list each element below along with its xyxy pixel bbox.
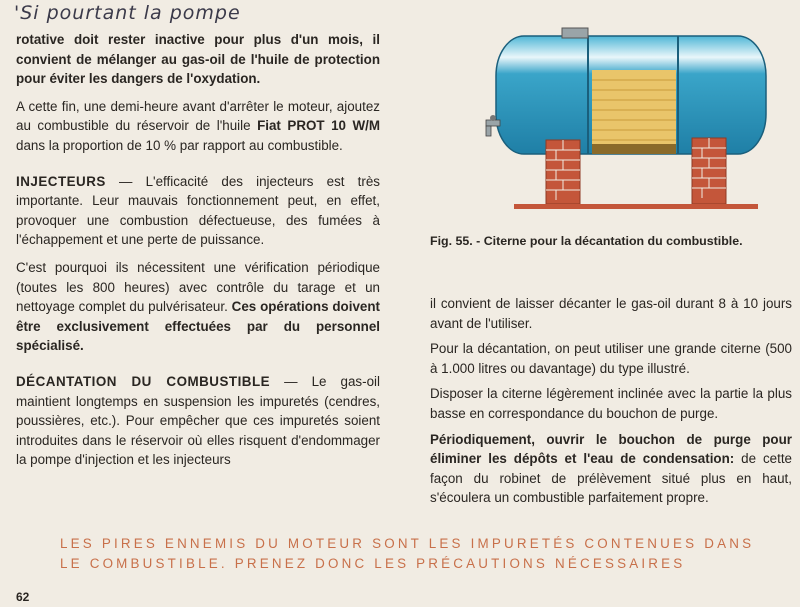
warning-banner — [60, 534, 760, 574]
injecteurs-paragraph: INJECTEURS — L'efficacité des injecteurs est très importante. Leur mauvais fonctionnement peut, en effet, provoquer une combustion défectueuse, des fumées à l'échappement et une perte de puissance. — [16, 173, 380, 248]
sediment-layer — [592, 144, 676, 154]
intro-paragraph: rotative doit rester inactive pour plus d'un mois, il convient de mélanger au gas-oil de l'huile de protection pour éviter les dangers de l'oxydation. — [16, 32, 380, 87]
incline-paragraph: Disposer la citerne légèrement inclinée avec la partie la plus basse en correspondance du bouchon de purge. — [430, 386, 792, 421]
filler-cap — [562, 28, 588, 38]
citerne-paragraph: Pour la décantation, on peut utiliser une grande citerne (500 à 1.000 litres ou davantage) du type illustré. — [430, 341, 792, 376]
ground — [514, 204, 758, 209]
banner-line-2: LE COMBUSTIBLE. PRENEZ DONC LES PRÉCAUTIONS NÉCESSAIRES — [60, 556, 686, 571]
banner-line-1: LES PIRES ENNEMIS DU MOTEUR SONT LES IMPURETÉS CONTENUES DANS — [60, 536, 755, 551]
handwritten-note: 'Si pourtant la pompe — [14, 2, 241, 24]
decanter-paragraph: il convient de laisser décanter le gas-oil durant 8 à 10 jours avant de l'utiliser. — [430, 296, 792, 331]
fiat-paragraph: A cette fin, une demi-heure avant d'arrêter le moteur, ajoutez au combustible du réservoir de l'huile Fiat PROT 10 W/M dans la proportion de 10 % par rapport au combustible. — [16, 98, 380, 153]
decantation-paragraph: DÉCANTATION DU COMBUSTIBLE — Le gas-oil maintient longtemps en suspension les impuretés (cendres, poussières, etc.). Pour empêcher que ces impuretés soient introduites dans le réservoir où elles risquent d'endommager la pompe d'injection et les injecteurs — [16, 373, 380, 468]
figure-caption: Fig. 55. - Citerne pour la décantation du combustible. — [430, 234, 743, 248]
purge-paragraph: Périodiquement, ouvrir le bouchon de purge pour éliminer les dépôts et l'eau de condensation: de cette façon du robinet de prélèvement situé plus en haut, s'écoulera un combustible parfaitement propre. — [430, 431, 792, 506]
page-number: 62 — [16, 590, 30, 604]
tank-illustration — [478, 22, 778, 214]
brick-support-right — [692, 138, 726, 204]
right-column — [430, 294, 792, 514]
left-column — [16, 30, 380, 478]
verification-paragraph: C'est pourquoi ils nécessitent une vérification périodique (toutes les 800 heures) avec contrôle du tarage et un nettoyage complet du pulvérisateur. Ces opérations doivent être exclusivement effectuées par du personnel spécialisé. — [16, 259, 380, 354]
brick-support-left — [546, 140, 580, 204]
fuel-level — [592, 70, 676, 154]
